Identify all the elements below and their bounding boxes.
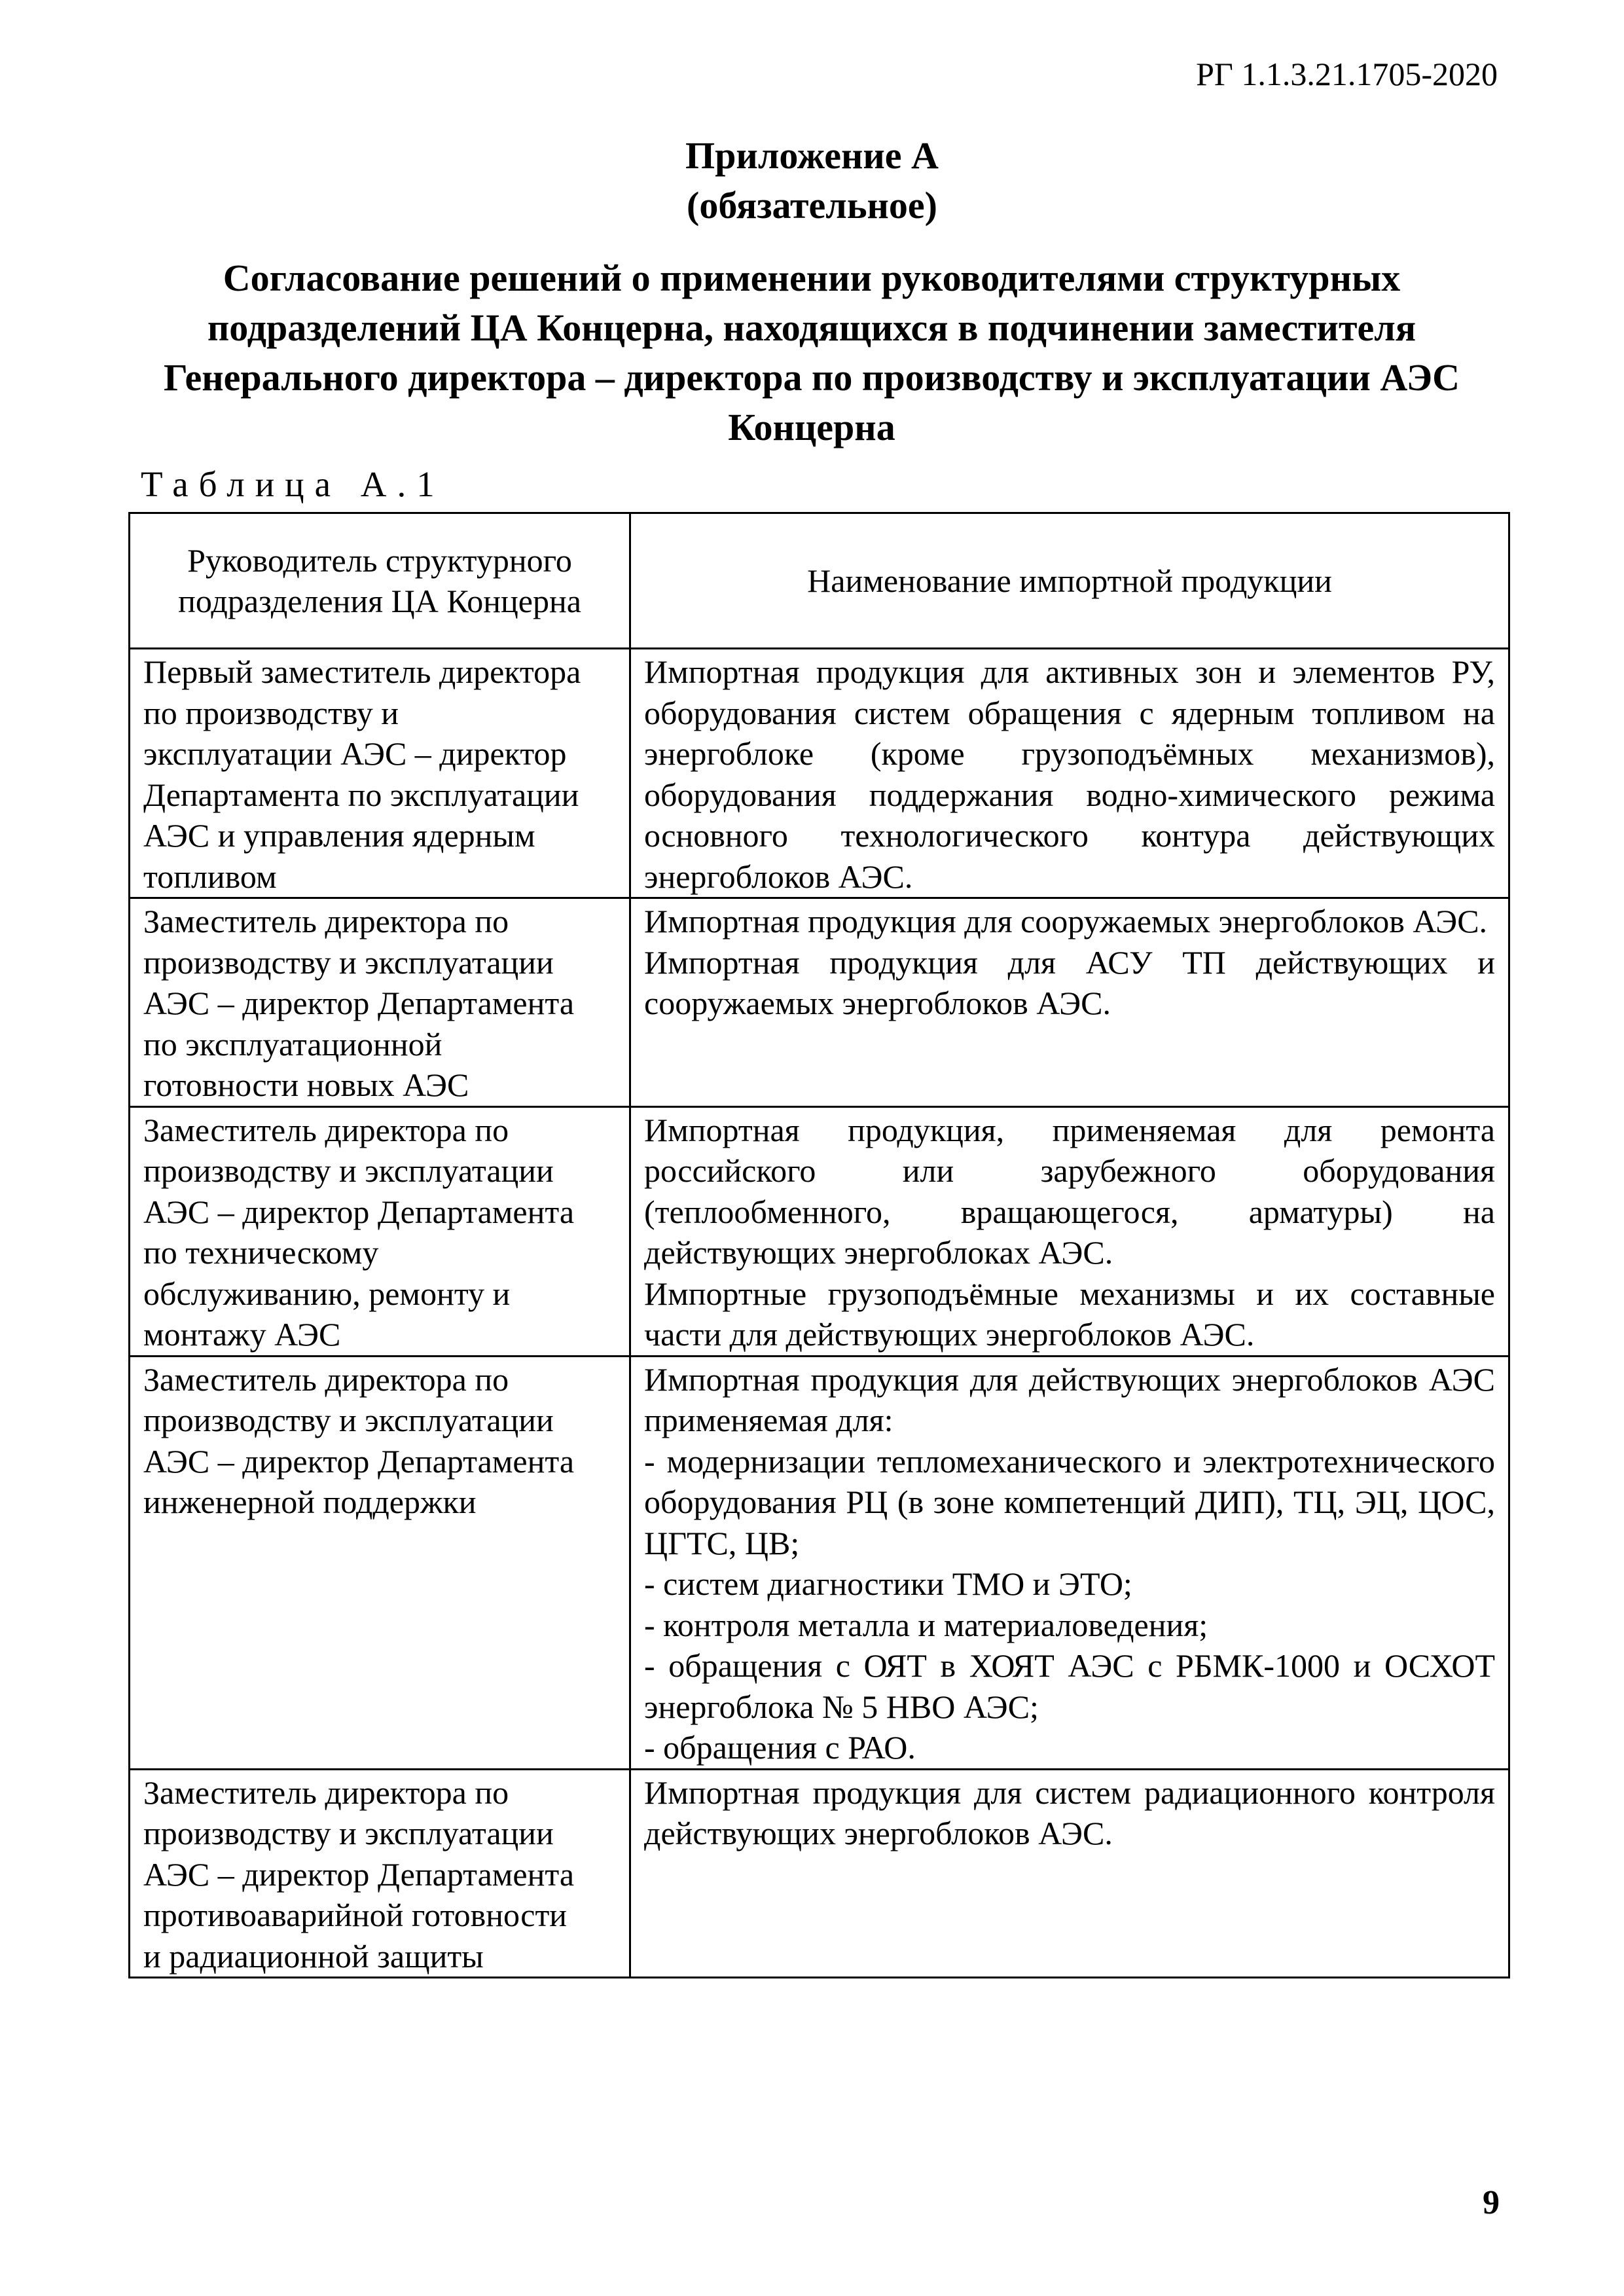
- head-line: Заместитель директора по: [143, 1111, 509, 1148]
- head-line: по эксплуатационной: [143, 1025, 442, 1063]
- table-row: [130, 649, 1509, 898]
- table-row: [130, 898, 1509, 1107]
- head-cell: [130, 1106, 630, 1356]
- head-line: эксплуатации АЭС – директор: [143, 735, 567, 772]
- head-cell: [130, 649, 630, 898]
- head-line: АЭС – директор Департамента: [143, 1855, 575, 1893]
- table-label: Таблица А.1: [141, 464, 445, 504]
- head-cell: [130, 898, 630, 1107]
- head-line: АЭС и управления ядерным: [143, 817, 535, 854]
- head-cell: [130, 1769, 630, 1978]
- product-paragraph: Импортная продукция для АСУ ТП действующих и сооружаемых энергоблоков АЭС.: [644, 943, 1495, 1021]
- head-line: АЭС – директор Департамента: [143, 1193, 575, 1230]
- document-code: РГ 1.1.3.21.1705-2020: [1196, 56, 1498, 92]
- head-line: производству и эксплуатации: [143, 943, 554, 981]
- product-paragraph: - обращения с РАО.: [644, 1729, 916, 1766]
- head-line: топливом: [143, 858, 277, 895]
- head-cell: [130, 1356, 630, 1769]
- table-row: [130, 1106, 1509, 1356]
- product-cell: [630, 649, 1509, 898]
- product-paragraph: - контроля металла и материаловедения;: [644, 1606, 1208, 1643]
- table-row: [130, 1356, 1509, 1769]
- head-line: инженерной поддержки: [143, 1484, 477, 1520]
- product-cell: [630, 898, 1509, 1107]
- page-number: 9: [1483, 2184, 1500, 2221]
- head-line: производству и эксплуатации: [143, 1152, 554, 1189]
- product-cell: [630, 1106, 1509, 1356]
- appendix-subtitle: (обязательное): [687, 184, 937, 227]
- head-line: по производству и: [143, 694, 399, 731]
- head-line: по техническому: [143, 1234, 379, 1271]
- head-line: Первый заместитель директора: [143, 653, 581, 690]
- head-line: Заместитель директора по: [143, 903, 509, 939]
- product-paragraph: Импортная продукция для действующих энергоблоков АЭС применяемая для:: [644, 1360, 1495, 1438]
- head-line: Департамента по эксплуатации: [143, 776, 579, 813]
- header-cell-products: Наименование импортной продукции: [630, 513, 1509, 649]
- head-line: Заместитель директора по: [143, 1774, 509, 1811]
- head-line: монтажу АЭС: [143, 1316, 341, 1353]
- product-paragraph: - модернизации тепломеханического и электротехнического оборудования РЦ (в зоне компетенций ДИП), ТЦ, ЭЦ, ЦОС, ЦГТС, ЦВ;: [644, 1442, 1495, 1561]
- title-line: подразделений ЦА Концерна, находящихся в подчинении заместителя: [207, 306, 1416, 349]
- title-line: Концерна: [728, 406, 895, 448]
- title-line: Согласование решений о применении руководителями структурных: [223, 257, 1401, 299]
- table-header-row: [130, 513, 1509, 649]
- head-line: Заместитель директора по: [143, 1360, 509, 1398]
- head-line: производству и эксплуатации: [143, 1815, 554, 1851]
- appendix-heading: [0, 131, 1624, 230]
- head-line: готовности новых АЭС: [143, 1066, 469, 1103]
- header-cell-head: Руководитель структурного подразделения ЦА Концерна: [130, 513, 630, 649]
- product-paragraph: Импортная продукция для систем радиационного контроля действующих энергоблоков АЭС.: [644, 1774, 1495, 1851]
- table-row: [130, 1769, 1509, 1978]
- head-line: АЭС – директор Департамента: [143, 985, 575, 1021]
- page-title: [141, 253, 1483, 452]
- product-paragraph: Импортная продукция для сооружаемых энергоблоков АЭС.: [644, 903, 1488, 939]
- products-table: [128, 512, 1510, 1978]
- title-line: Генерального директора – директора по производству и эксплуатации АЭС: [164, 356, 1460, 399]
- product-paragraph: Импортные грузоподъёмные механизмы и их составные части для действующих энергоблоков АЭС.: [644, 1275, 1495, 1353]
- product-paragraph: - систем диагностики ТМО и ЭТО;: [644, 1565, 1132, 1602]
- head-line: противоаварийной готовности: [143, 1897, 568, 1933]
- head-line: АЭС – директор Департамента: [143, 1442, 575, 1480]
- product-cell: [630, 1356, 1509, 1769]
- appendix-title: Приложение А: [685, 134, 939, 177]
- product-paragraph: - обращения с ОЯТ в ХОЯТ АЭС с РБМК-1000 и ОСХОТ энергоблока № 5 НВО АЭС;: [644, 1647, 1495, 1725]
- product-paragraph: Импортная продукция, применяемая для ремонта российского или зарубежного оборудования (теплообменного, вращающегося, арматуры) на действующих энергоблоках АЭС.: [644, 1111, 1495, 1271]
- product-paragraph: Импортная продукция для активных зон и элементов РУ, оборудования систем обращения с ядерным топливом на энергоблоке (кроме грузоподъёмных механизмов), оборудования поддержания водно-химического режима основного технологического контура действующих энергоблоков АЭС.: [644, 653, 1495, 895]
- product-cell: [630, 1769, 1509, 1978]
- head-line: и радиационной защиты: [143, 1937, 484, 1975]
- head-line: обслуживанию, ремонту и: [143, 1275, 511, 1312]
- head-line: производству и эксплуатации: [143, 1402, 554, 1438]
